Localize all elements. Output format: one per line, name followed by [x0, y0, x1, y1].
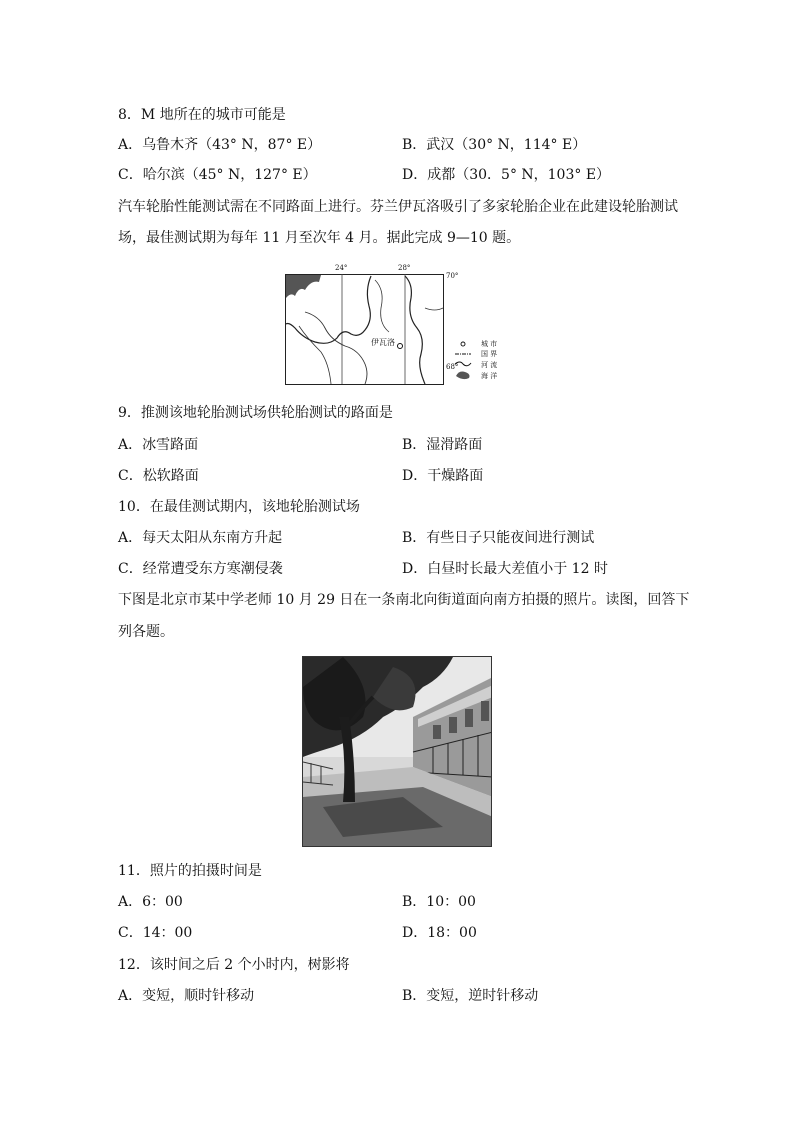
map-lon-label-24: 24°: [335, 264, 348, 272]
street-photo: [302, 656, 492, 847]
q8-option-c: C．哈尔滨（45° N，127° E）: [118, 167, 317, 183]
q9-option-a: A．冰雪路面: [118, 437, 199, 453]
q9-option-c: C．松软路面: [118, 468, 199, 484]
q9-option-b: B．湿滑路面: [402, 437, 483, 453]
q11-option-a: A．6：00: [118, 894, 183, 910]
q8-stem: 8．M 地所在的城市可能是: [118, 107, 286, 123]
q10-option-c: C．经常遭受东方寒潮侵袭: [118, 561, 283, 577]
legend-border: 国 界: [481, 350, 498, 358]
intro2-line2: 列各题。: [118, 624, 174, 640]
q8-option-a: A．乌鲁木齐（43° N，87° E）: [118, 137, 322, 153]
q11-option-c: C．14：00: [118, 925, 193, 941]
legend-ocean: 海 洋: [481, 372, 498, 380]
q12-stem: 12．该时间之后 2 个小时内，树影将: [118, 957, 350, 973]
legend-city: 城 市: [481, 340, 498, 348]
intro2-line1: 下图是北京市某中学老师 10 月 29 日在一条南北向街道面向南方拍摄的照片。读图，回答下: [118, 592, 690, 608]
q9-option-d: D．干燥路面: [402, 468, 484, 484]
q8-option-d: D．成都（30．5° N，103° E）: [402, 167, 611, 183]
map-lon-label-28: 28°: [398, 264, 411, 272]
q11-option-b: B．10：00: [402, 894, 476, 910]
q11-option-d: D．18：00: [402, 925, 477, 941]
q12-option-a: A．变短，顺时针移动: [118, 988, 255, 1004]
q11-stem: 11．照片的拍摄时间是: [118, 863, 262, 879]
intro1-line2: 场，最佳测试期为每年 11 月至次年 4 月。据此完成 9—10 题。: [118, 230, 521, 246]
legend-river: 河 流: [481, 361, 498, 369]
map-city-label: 伊瓦洛: [371, 338, 395, 347]
q10-option-a: A．每天太阳从东南方升起: [118, 530, 283, 546]
finland-map-figure: [285, 264, 507, 386]
intro1-line1: 汽车轮胎性能测试需在不同路面上进行。芬兰伊瓦洛吸引了多家轮胎企业在此建设轮胎测试: [118, 199, 678, 215]
map-lat-label-70: 70°: [446, 272, 459, 280]
q10-option-b: B．有些日子只能夜间进行测试: [402, 530, 595, 546]
q10-option-d: D．白昼时长最大差值小于 12 时: [402, 561, 608, 577]
q9-stem: 9．推测该地轮胎测试场供轮胎测试的路面是: [118, 405, 393, 421]
q10-stem: 10．在最佳测试期内，该地轮胎测试场: [118, 499, 360, 515]
q8-option-b: B．武汉（30° N，114° E）: [402, 137, 587, 153]
q12-option-b: B．变短，逆时针移动: [402, 988, 539, 1004]
map-lat-label-68: 68°: [446, 363, 459, 371]
